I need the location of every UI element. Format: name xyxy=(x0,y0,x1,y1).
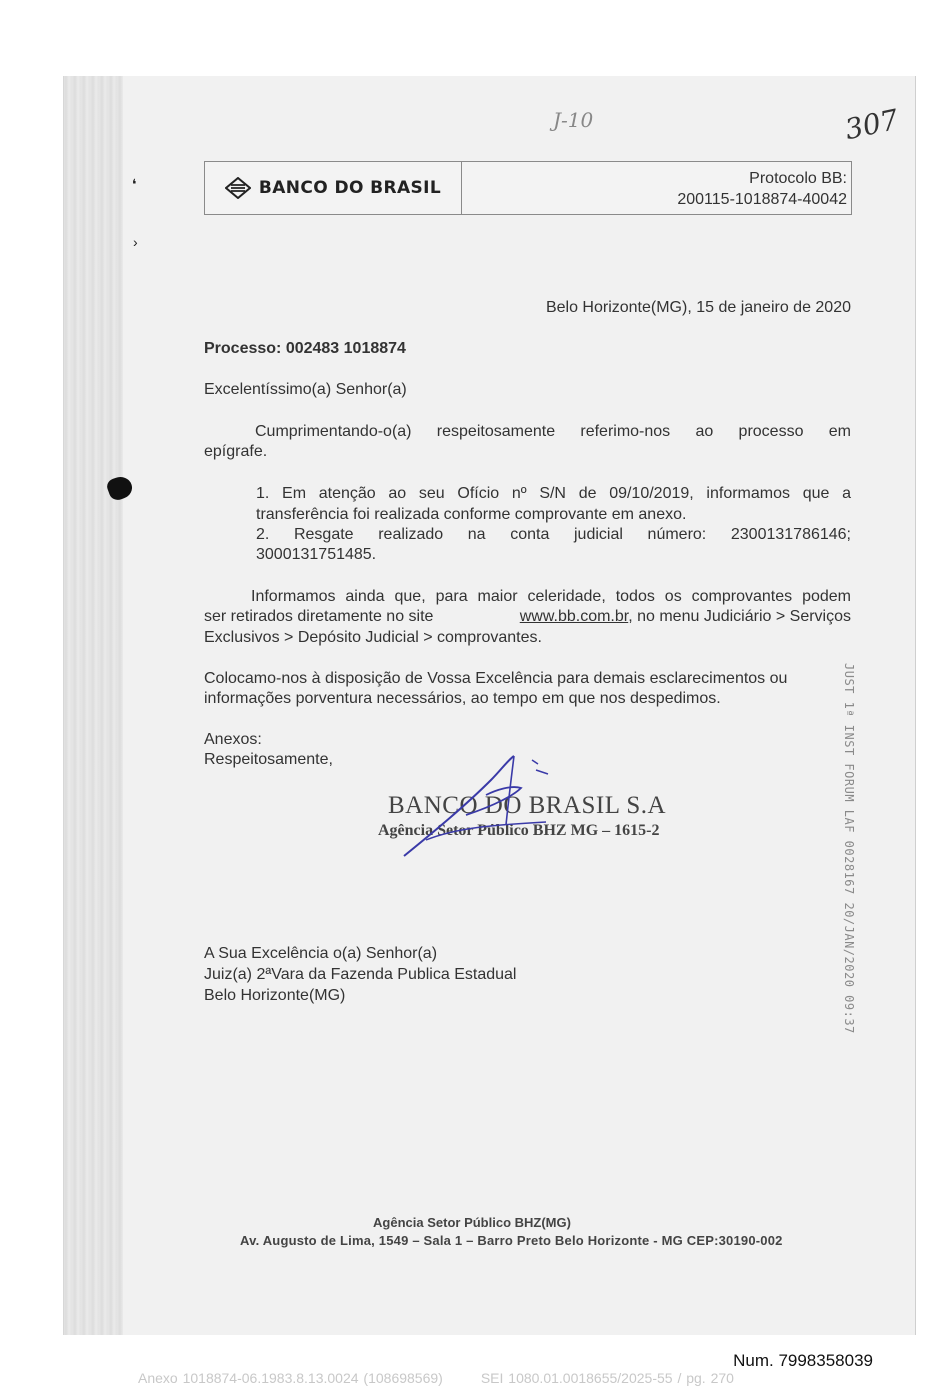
handwritten-note: J-10 xyxy=(553,108,594,132)
list-item-1-line: transferência foi realizada conforme comprovante em anexo. xyxy=(256,506,687,523)
closing-paragraph-line: Colocamo-nos à disposição de Vossa Excelência para demais esclarecimentos ou xyxy=(204,670,788,687)
salutation: Excelentíssimo(a) Senhor(a) xyxy=(204,381,407,398)
intro-paragraph-line: Cumprimentando-o(a) respeitosamente referimo-nos ao processo em xyxy=(255,423,851,440)
document-number: Num. 7998358039 xyxy=(733,1351,873,1370)
info-text-with-link xyxy=(520,608,851,626)
intro-paragraph-line: epígrafe. xyxy=(204,443,268,460)
scan-speck: › xyxy=(133,234,138,250)
info-text: ser retirados diretamente no site xyxy=(204,608,434,625)
info-paragraph-line: Exclusivos > Depósito Judicial > comprovantes. xyxy=(204,629,542,646)
scan-speck: ❛ xyxy=(132,176,137,192)
bb-site-link[interactable]: www.bb.com.br xyxy=(519,608,629,625)
info-paragraph-line: Informamos ainda que, para maior celeridade, todos os comprovantes podem xyxy=(251,588,851,605)
sei-process-reference: SEI 1080.01.0018655/2025-55 / pg. 270 xyxy=(480,1370,734,1386)
protocol-cell xyxy=(462,162,851,214)
process-number: Processo: 002483 1018874 xyxy=(204,340,406,357)
sei-footer xyxy=(138,1370,734,1386)
protocol-number: 200115-1018874-40042 xyxy=(677,191,847,208)
scan-edge-shadow xyxy=(63,76,123,1335)
letterhead-box xyxy=(204,161,852,215)
info-text: , no menu Judiciário > Serviços xyxy=(628,608,851,625)
stamp-agency-name: Agência Setor Público BHZ MG – 1615-2 xyxy=(378,822,660,839)
regards: Respeitosamente, xyxy=(204,751,333,768)
date-line: Belo Horizonte(MG), 15 de janeiro de 2020 xyxy=(545,299,851,316)
list-item-2-line: 2. Resgate realizado na conta judicial número: 2300131786146; xyxy=(256,526,851,543)
protocol-label: Protocolo BB: xyxy=(749,170,847,187)
info-paragraph-line xyxy=(204,608,851,626)
bank-logo-text: BANCO DO BRASIL xyxy=(258,178,442,198)
handwritten-signature xyxy=(396,750,566,862)
footer-address: Av. Augusto de Lima, 1549 – Sala 1 – Barro Preto Belo Horizonte - MG CEP:30190-002 xyxy=(240,1233,783,1248)
court-receipt-stamp: JUST 1ª INST FORUM LAF 0028167 20/JAN/2020 09:37 xyxy=(842,663,856,1034)
list-item-1-line: 1. Em atenção ao seu Ofício nº S/N de 09/10/2019, informamos que a xyxy=(256,485,851,502)
footer-agency: Agência Setor Público BHZ(MG) xyxy=(373,1215,571,1230)
handwritten-page-number: 307 xyxy=(842,102,902,147)
banco-do-brasil-logo-icon xyxy=(225,177,251,199)
sei-annex-reference: Anexo 1018874-06.1983.8.13.0024 (108698569) xyxy=(138,1370,443,1386)
bank-logo xyxy=(205,162,462,214)
annexes-label: Anexos: xyxy=(204,731,262,748)
closing-paragraph-line: informações porventura necessários, ao tempo em que nos despedimos. xyxy=(204,690,721,707)
recipient-line: Belo Horizonte(MG) xyxy=(204,987,346,1004)
stamp-bank-name: BANCO DO BRASIL S.A xyxy=(388,792,667,819)
list-item-2-line: 3000131751485. xyxy=(256,546,377,563)
recipient-line: Juiz(a) 2ªVara da Fazenda Publica Estadual xyxy=(204,966,517,983)
recipient-line: A Sua Excelência o(a) Senhor(a) xyxy=(204,945,438,962)
